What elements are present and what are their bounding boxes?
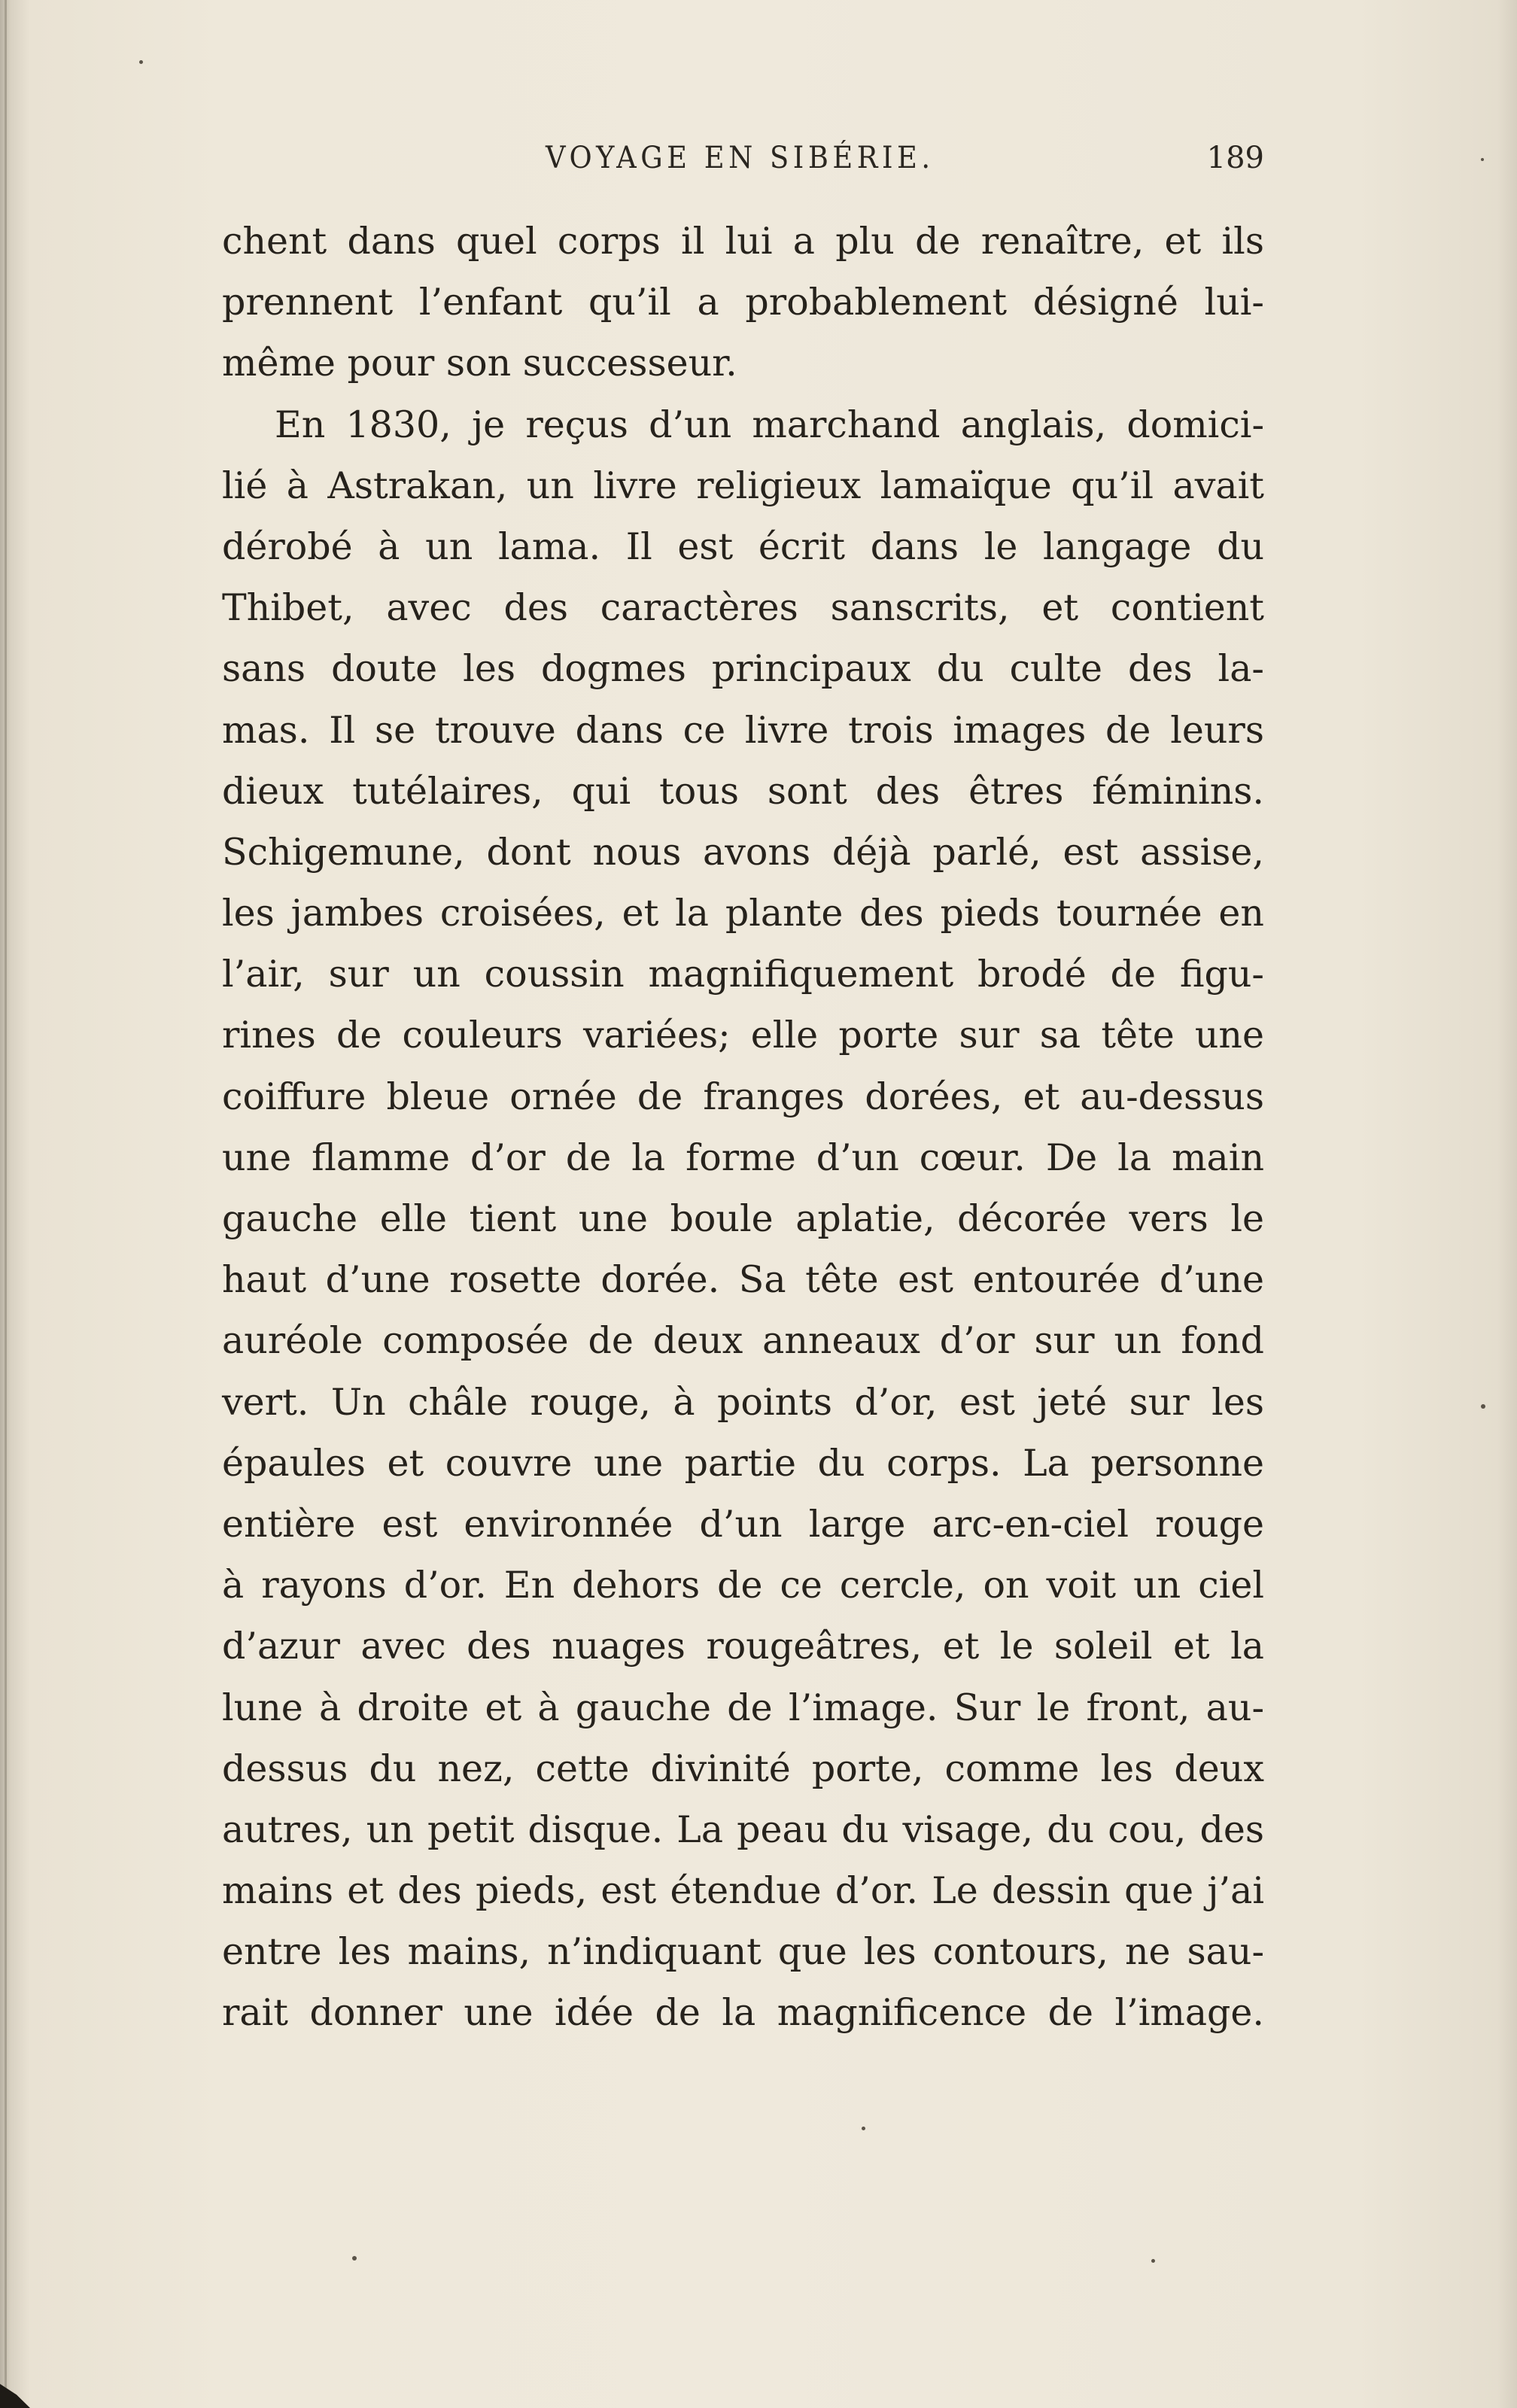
- text-line: prennent l’enfant qu’il a probablement désigné lui-: [222, 281, 1264, 324]
- text-line: autres, un petit disque. La peau du visage, du cou, des: [222, 1808, 1264, 1851]
- text-line: dieux tutélaires, qui tous sont des êtres féminins.: [222, 769, 1264, 813]
- running-title: VOYAGE EN SIBÉRIE.: [546, 141, 935, 175]
- paper-speck: [1151, 2259, 1155, 2263]
- paper-speck: [1481, 1404, 1485, 1409]
- text-line: mains et des pieds, est étendue d’or. Le dessin que j’ai: [222, 1869, 1264, 1913]
- paper-speck: [862, 2127, 865, 2130]
- text-line: gauche elle tient une boule aplatie, décorée vers le: [222, 1197, 1264, 1240]
- text-line: mas. Il se trouve dans ce livre trois images de leurs: [222, 708, 1264, 752]
- text-line: lié à Astrakan, un livre religieux lamaïque qu’il avait: [222, 464, 1264, 507]
- text-line: vert. Un châle rouge, à points d’or, est jeté sur les: [222, 1380, 1264, 1424]
- page-corner-mark: [0, 2384, 30, 2408]
- text-line: dérobé à un lama. Il est écrit dans le langage du: [222, 524, 1264, 568]
- body-text: [222, 211, 1264, 2044]
- text-line: lune à droite et à gauche de l’image. Sur le front, au-: [222, 1686, 1264, 1729]
- text-line: haut d’une rosette dorée. Sa tête est entourée d’une: [222, 1258, 1264, 1302]
- text-line: épaules et couvre une partie du corps. La personne: [222, 1441, 1264, 1485]
- text-line: chent dans quel corps il lui a plu de renaître, et ils: [222, 220, 1264, 263]
- text-line: Thibet, avec des caractères sanscrits, et contient: [222, 586, 1264, 630]
- text-line: les jambes croisées, et la plante des pieds tournée en: [222, 892, 1264, 935]
- text-line: dessus du nez, cette divinité porte, comme les deux: [222, 1747, 1264, 1790]
- text-line: En 1830, je reçus d’un marchand anglais, domici-: [275, 403, 1264, 446]
- running-head: [222, 138, 1264, 186]
- paper-speck: [352, 2256, 357, 2261]
- text-line: à rayons d’or. En dehors de ce cercle, on voit un ciel: [222, 1564, 1264, 1607]
- paper-speck: [1481, 158, 1484, 161]
- text-line: coiffure bleue ornée de franges dorées, et au-dessus: [222, 1075, 1264, 1118]
- text-line: d’azur avec des nuages rougeâtres, et le soleil et la: [222, 1625, 1264, 1668]
- text-line: entre les mains, n’indiquant que les contours, ne sau-: [222, 1930, 1264, 1974]
- text-line: même pour son successeur.: [222, 342, 737, 385]
- text-line: rines de couleurs variées; elle porte sur sa tête une: [222, 1014, 1264, 1057]
- text-line: auréole composée de deux anneaux d’or sur un fond: [222, 1319, 1264, 1363]
- text-line: rait donner une idée de la magnificence de l’image.: [222, 1991, 1264, 2035]
- text-line: Schigemune, dont nous avons déjà parlé, est assise,: [222, 830, 1264, 874]
- text-line: sans doute les dogmes principaux du culte des la-: [222, 647, 1264, 691]
- binding-gutter-shadow: [5, 0, 7, 2408]
- text-line: l’air, sur un coussin magnifiquement brodé de figu-: [222, 953, 1264, 996]
- text-line: une flamme d’or de la forme d’un cœur. De la main: [222, 1136, 1264, 1179]
- paper-speck: [139, 60, 143, 64]
- text-line: entière est environnée d’un large arc-en-ciel rouge: [222, 1502, 1264, 1546]
- page-number: 189: [1206, 141, 1264, 175]
